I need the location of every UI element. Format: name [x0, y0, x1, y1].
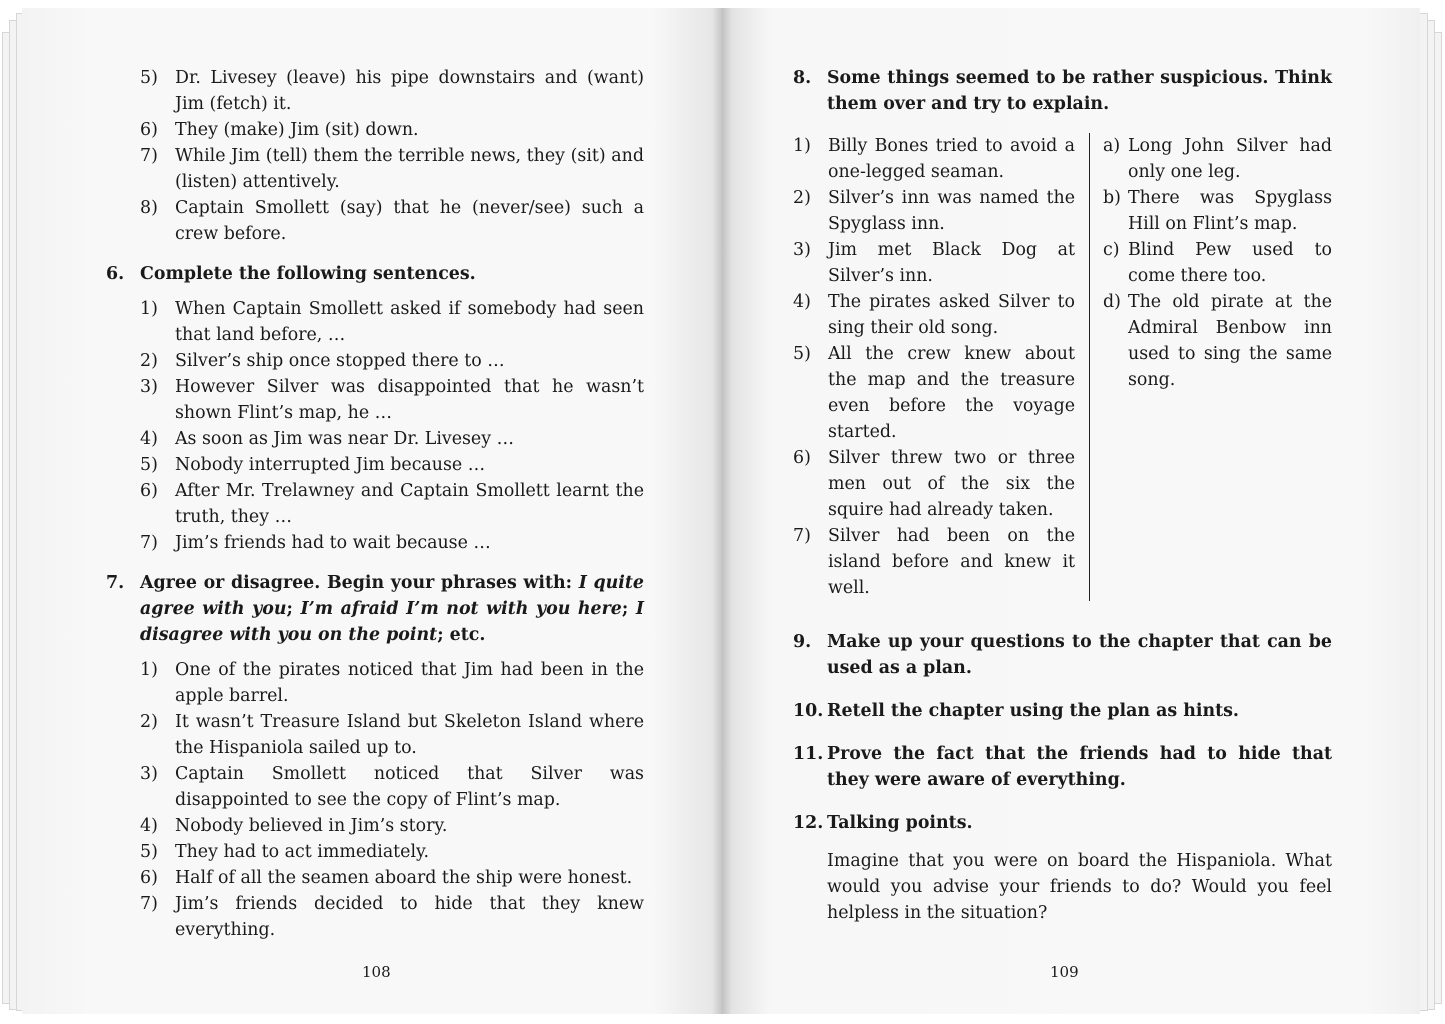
item-number: 7): [140, 894, 158, 914]
item-number: 3): [793, 240, 811, 260]
item-number: 6): [140, 481, 158, 501]
item-number: c): [1103, 240, 1120, 260]
item-number: 6): [140, 868, 158, 888]
exercise-title: [140, 570, 644, 648]
item-text: It wasn’t Treasure Island but Skeleton Island where the Hispaniola sailed up to.: [175, 712, 644, 758]
list-item: [1103, 185, 1332, 237]
item-number: 5): [793, 344, 811, 364]
item-number: 4): [140, 816, 158, 836]
item-text: As soon as Jim was near Dr. Livesey …: [175, 429, 514, 449]
separator: ;: [286, 599, 301, 619]
item-number: 2): [140, 712, 158, 732]
exercise-number: 10.: [793, 701, 824, 721]
item-text: Jim’s friends had to wait because …: [175, 533, 491, 553]
list-item: [793, 523, 1075, 601]
list-item: [140, 117, 644, 143]
list-item: [140, 374, 644, 426]
item-text: All the crew knew about the map and the treasure even before the voyage started.: [828, 344, 1075, 442]
item-text: There was Spyglass Hill on Flint’s map.: [1128, 188, 1332, 234]
list-item: [140, 865, 644, 891]
item-text: They (make) Jim (sit) down.: [175, 120, 419, 140]
item-number: 4): [793, 292, 811, 312]
talking-points-text: Imagine that you were on board the Hispaniola. What would you advise your friends to do? Would you feel helpless in the situation?: [827, 851, 1332, 923]
item-number: 8): [140, 198, 158, 218]
exercise-10-heading: [793, 698, 1332, 724]
list-item: [793, 237, 1075, 289]
exercise-title: Prove the fact that the friends had to hide that they were aware of everything.: [827, 744, 1332, 790]
item-text: Nobody interrupted Jim because …: [175, 455, 486, 475]
item-text: The pirates asked Silver to sing their old song.: [828, 292, 1075, 338]
exercise-title: Talking points.: [827, 813, 973, 833]
list-item: [140, 657, 644, 709]
exercise-title: Complete the following sentences.: [140, 264, 476, 284]
item-number: 2): [793, 188, 811, 208]
exercise-8-heading: [793, 65, 1332, 117]
right-page-content: [793, 65, 1332, 926]
list-item: [140, 296, 644, 348]
title-end: ; etc.: [437, 625, 486, 645]
exercise-6-heading: [106, 261, 644, 287]
list-item: [793, 133, 1075, 185]
list-item: [140, 839, 644, 865]
item-text: While Jim (tell) them the terrible news, they (sit) and (listen) attentively.: [175, 146, 644, 192]
item-number: 4): [140, 429, 158, 449]
exercise-5-continued-list: [140, 65, 644, 247]
list-item: [140, 478, 644, 530]
phrase-3: I disagree with you on the point: [140, 599, 644, 645]
list-item: [140, 143, 644, 195]
matching-right-column: [1090, 133, 1332, 601]
item-text: Captain Smollett (say) that he (never/see) such a crew before.: [175, 198, 644, 244]
item-text: One of the pirates noticed that Jim had been in the apple barrel.: [175, 660, 644, 706]
phrase-2: I’m afraid I’m not with you here: [300, 599, 622, 619]
exercise-12-heading: [793, 810, 1332, 836]
exercise-number: 9.: [793, 632, 812, 652]
item-number: 7): [140, 146, 158, 166]
list-item: [140, 452, 644, 478]
item-number: 1): [140, 660, 158, 680]
item-text: When Captain Smollett asked if somebody had seen that land before, …: [175, 299, 644, 345]
item-number: 1): [793, 136, 811, 156]
item-number: b): [1103, 188, 1121, 208]
exercise-number: 8.: [793, 68, 812, 88]
item-text: Jim’s friends decided to hide that they knew everything.: [175, 894, 644, 940]
list-item: [140, 891, 644, 943]
exercise-title: Retell the chapter using the plan as hints.: [827, 701, 1239, 721]
item-number: 2): [140, 351, 158, 371]
list-item: [140, 813, 644, 839]
item-number: 7): [140, 533, 158, 553]
item-text: Dr. Livesey (leave) his pipe downstairs and (want) Jim (fetch) it.: [175, 68, 644, 114]
item-text: Silver’s inn was named the Spyglass inn.: [828, 188, 1075, 234]
item-number: d): [1103, 292, 1121, 312]
item-number: 6): [793, 448, 811, 468]
list-item: [140, 530, 644, 556]
list-item: [140, 426, 644, 452]
item-text: Long John Silver had only one leg.: [1128, 136, 1332, 182]
item-number: 7): [793, 526, 811, 546]
list-item: [140, 709, 644, 761]
item-text: The old pirate at the Admiral Benbow inn used to sing the same song.: [1128, 292, 1332, 390]
exercise-7-heading: [106, 570, 644, 648]
exercise-number: 11.: [793, 744, 824, 764]
item-text: Billy Bones tried to avoid a one-legged seaman.: [828, 136, 1075, 182]
exercise-6-list: [140, 296, 644, 556]
item-text: Silver threw two or three men out of the six the squire had already taken.: [828, 448, 1075, 520]
exercise-number: 12.: [793, 813, 824, 833]
item-text: Nobody believed in Jim’s story.: [175, 816, 448, 836]
item-number: 6): [140, 120, 158, 140]
list-item: [793, 445, 1075, 523]
left-page-content: [106, 65, 644, 943]
item-number: 3): [140, 764, 158, 784]
item-text: Jim met Black Dog at Silver’s inn.: [828, 240, 1075, 286]
list-item: [1103, 237, 1332, 289]
book-spine-shadow: [712, 8, 732, 1014]
phrase-1: I quite agree with you: [140, 573, 644, 619]
list-item: [793, 185, 1075, 237]
list-item: [140, 195, 644, 247]
exercise-title: Make up your questions to the chapter that can be used as a plan.: [827, 632, 1332, 678]
list-item: [793, 289, 1075, 341]
item-number: 3): [140, 377, 158, 397]
exercise-title: Some things seemed to be rather suspicious. Think them over and try to explain.: [827, 68, 1332, 114]
page-number: 108: [362, 963, 391, 981]
page-number: 109: [1050, 963, 1079, 981]
list-item: [1103, 133, 1332, 185]
list-item: [140, 761, 644, 813]
item-text: Silver had been on the island before and knew it well.: [828, 526, 1075, 598]
exercise-number: 7.: [106, 573, 125, 593]
item-number: 5): [140, 842, 158, 862]
item-text: However Silver was disappointed that he wasn’t shown Flint’s map, he …: [175, 377, 644, 423]
item-number: a): [1103, 136, 1121, 156]
item-text: They had to act immediately.: [175, 842, 430, 862]
matching-left-column: [793, 133, 1090, 601]
item-text: Half of all the seamen aboard the ship were honest.: [175, 868, 633, 888]
item-number: 1): [140, 299, 158, 319]
exercise-9-heading: [793, 629, 1332, 681]
separator: ;: [621, 599, 636, 619]
item-text: Blind Pew used to come there too.: [1128, 240, 1332, 286]
item-number: 5): [140, 68, 158, 88]
exercise-11-heading: [793, 741, 1332, 793]
item-text: Captain Smollett noticed that Silver was disappointed to see the copy of Flint’s map.: [175, 764, 644, 810]
left-page: [22, 8, 722, 1014]
list-item: [793, 341, 1075, 445]
exercise-7-list: [140, 657, 644, 943]
matching-table: [793, 133, 1332, 601]
list-item: [140, 348, 644, 374]
right-page: [722, 8, 1420, 1014]
list-item: [140, 65, 644, 117]
item-text: After Mr. Trelawney and Captain Smollett learnt the truth, they …: [175, 481, 644, 527]
list-item: [1103, 289, 1332, 393]
exercise-number: 6.: [106, 264, 125, 284]
title-start: Agree or disagree. Begin your phrases with:: [140, 573, 579, 593]
item-text: Silver’s ship once stopped there to …: [175, 351, 505, 371]
item-number: 5): [140, 455, 158, 475]
